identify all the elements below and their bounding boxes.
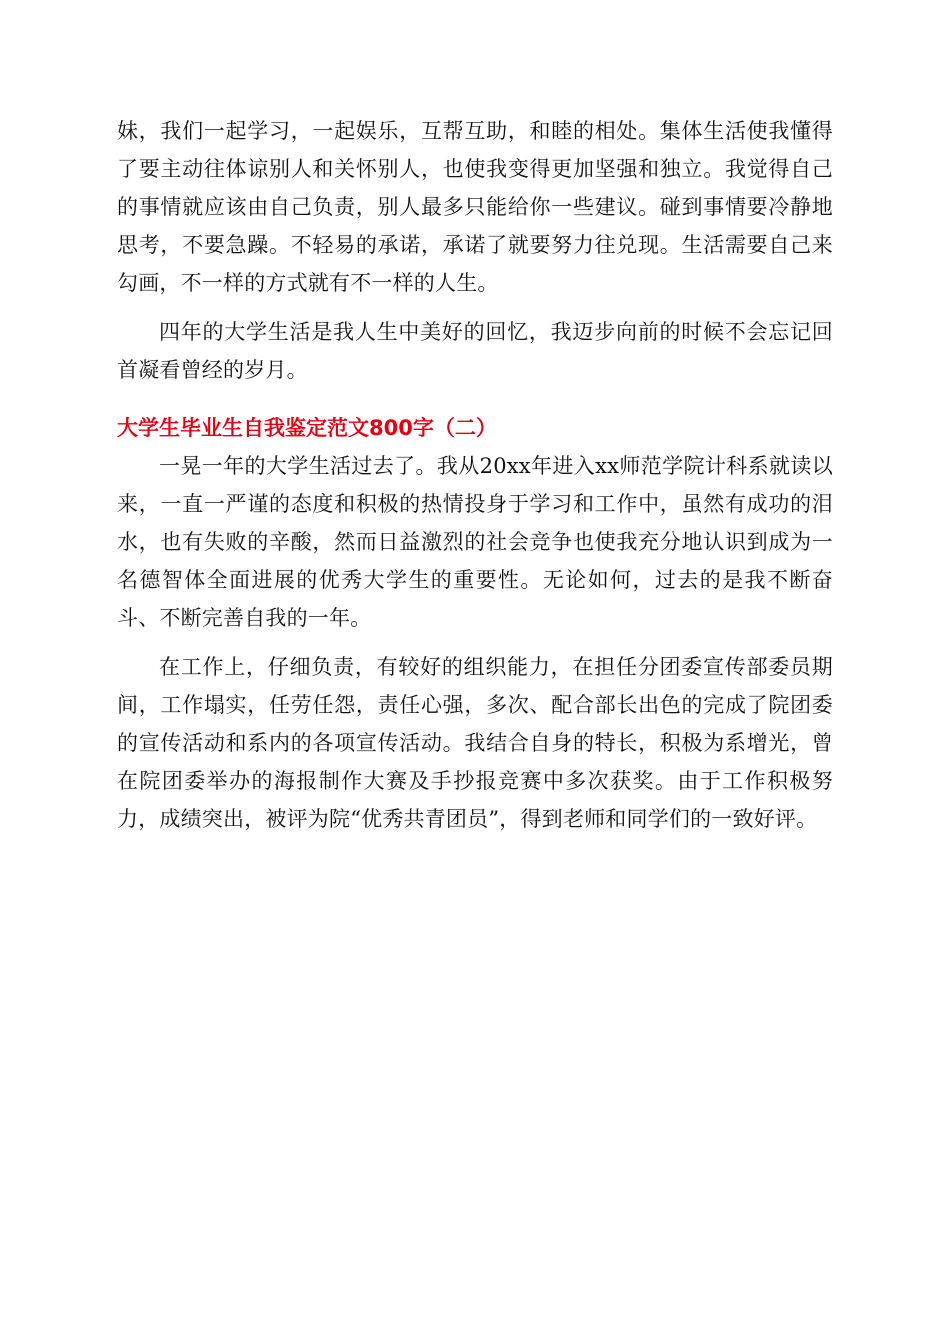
paragraph-closing-reflection: 四年的大学生活是我人生中美好的回忆，我迈步向前的时候不会忘记回首凝看曾经的岁月。	[117, 320, 833, 382]
paragraph-continuation: 妹，我们一起学习，一起娱乐，互帮互助，和睦的相处。集体生活使我懂得了要主动往体谅别人和关怀别人，也使我变得更加坚强和独立。我觉得自己的事情就应该由自己负责，别人最多只能给你一些建议。碰到事情要冷静地思考，不要急躁。不轻易的承诺，承诺了就要努力往兑现。生活需要自己来勾画，不一样的方式就有不一样的人生。	[117, 119, 833, 295]
section-heading: 大学生毕业生自我鉴定范文800字（二）	[117, 416, 497, 440]
document-body	[117, 112, 833, 838]
paragraph-intro: 一晃一年的大学生活过去了。我从20xx年进入xx师范学院计科系就读以来，一直一严谨的态度和积极的热情投身于学习和工作中，虽然有成功的泪水，也有失败的辛酸，然而日益激烈的社会竞争也使我充分地认识到成为一名德智体全面进展的优秀大学生的重要性。无论如何，过去的是我不断奋斗、不断完善自我的一年。	[117, 454, 833, 630]
paragraph-work: 在工作上，仔细负责，有较好的组织能力，在担任分团委宣传部委员期间，工作塌实，任劳任怨，责任心强，多次、配合部长出色的完成了院团委的宣传活动和系内的各项宣传活动。我结合自身的特长，积极为系增光，曾在院团委举办的海报制作大赛及手抄报竞赛中多次获奖。由于工作积极努力，成绩突出，被评为院“优秀共青团员”，得到老师和同学们的一致好评。	[117, 655, 833, 831]
